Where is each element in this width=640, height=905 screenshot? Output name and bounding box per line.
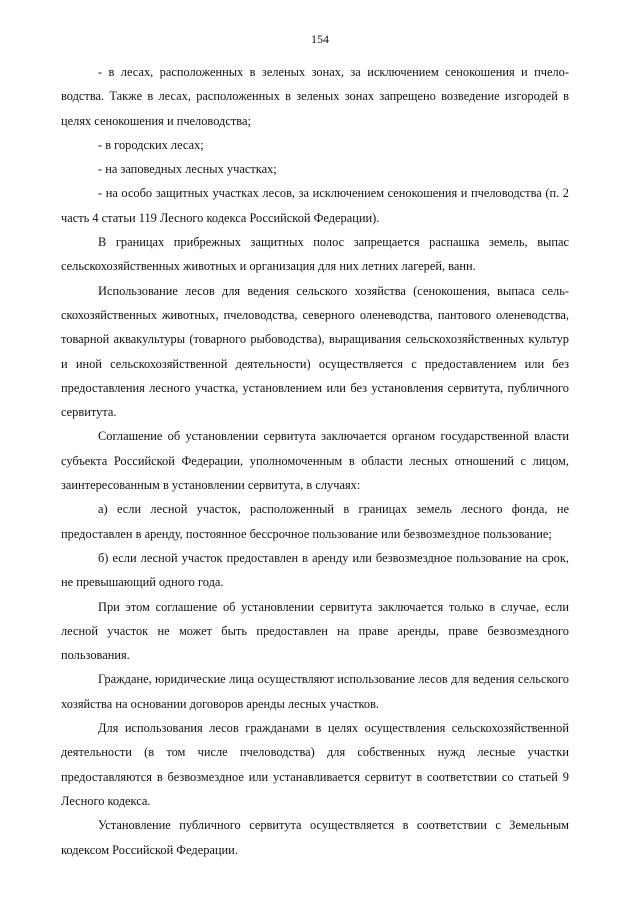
paragraph-servitude-condition: При этом соглашение об установлении сервитута заключается только в случае, если лесной участок не может быть предоставлен на праве аренды, праве безвозмездного пользования. <box>61 599 569 663</box>
paragraph-case-b: б) если лесной участок предоставлен в аренду или безвозмездное пользование на срок, не превышающий одного года. <box>61 550 569 590</box>
paragraph-own-needs: Для использования лесов гражданами в целях осуществления сельскохозяйственной деятельности (в том числе пчеловодства) для собственных нужд лесные участки предоставляются в безвозмездное или устанавливается сервитут в соответствии со статьей 9 Лесного кодекса. <box>61 721 569 808</box>
paragraph-public-servitude: Установление публичного сервитута осуществляется в соответствии с Земельным кодексом Российской Федерации. <box>61 818 569 857</box>
document-body <box>61 60 569 862</box>
paragraph-green-zones: - в лесах, расположенных в зеленых зонах, за исключением сенокошения и пчеловодства. Также в лесах, расположенных в зеленых зонах запрещено возведение изгородей в целях сенокошения и пчеловодства; <box>61 65 569 128</box>
paragraph-coastal-strips: В границах прибрежных защитных полос запрещается распашка земель, выпас сельскохозяйственных животных и организация для них летних лагерей, ванн. <box>61 235 569 274</box>
paragraph-lease-agreements: Граждане, юридические лица осуществляют использование лесов для ведения сельского хозяйства на основании договоров аренды лесных участков. <box>61 672 569 711</box>
paragraph-servitude-agreement: Соглашение об установлении сервитута заключается органом государственной власти субъекта Российской Федерации, уполномоченным в области лесных отношений с лицом, заинтересованным в установлении сервитута, в случаях: <box>61 429 569 493</box>
page-number: 154 <box>311 32 329 46</box>
paragraph-city-forests: - в городских лесах; <box>98 137 204 152</box>
paragraph-agriculture-use: Использование лесов для ведения сельского хозяйства (сенокошения, выпаса сельскохозяйственных животных, пчеловодства, северного оленеводства, пантового оленеводства, товарной аквакультуры (товарного рыбоводства), выращивания сельскохозяйственных культур и иной сельскохозяйственной деятельности) осуществляется с предоставлением или без предоставления лесного участка, установлением или без установления сервитута, публичного сервитута. <box>61 283 569 420</box>
paragraph-case-a: а) если лесной участок, расположенный в границах земель лесного фонда, не предоставлен в аренду, постоянное бессрочное пользование или безвозмездное пользование; <box>61 502 569 541</box>
paragraph-protective-plots: - на особо защитных участках лесов, за исключением сенокошения и пчеловодства (п. 2 часть 4 статьи 119 Лесного кодекса Российской Федерации). <box>61 186 569 225</box>
paragraph-reserved-plots: - на заповедных лесных участках; <box>98 162 277 177</box>
